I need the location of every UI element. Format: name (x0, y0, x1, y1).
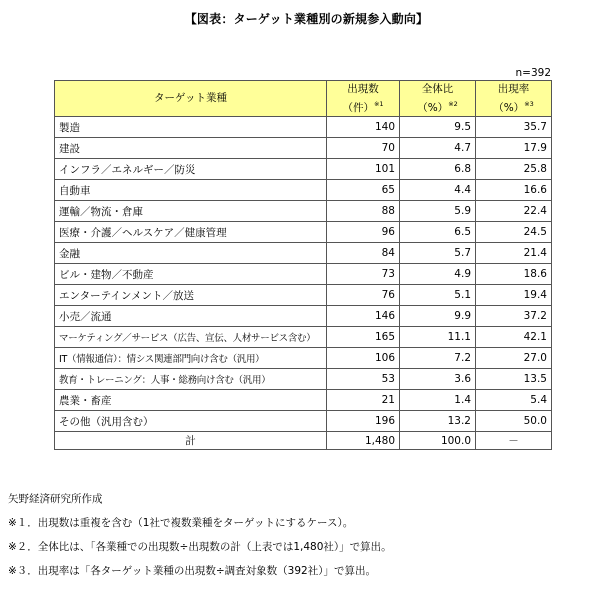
table-row (55, 390, 552, 411)
row-rate: 21.4 (476, 243, 552, 264)
table-row (55, 411, 552, 432)
row-count: 96 (327, 222, 400, 243)
source-note: 矢野経済研究所作成 (8, 493, 103, 505)
row-share: 4.7 (400, 138, 476, 159)
row-industry: 建設 (55, 138, 327, 159)
row-share: 1.4 (400, 390, 476, 411)
row-count: 101 (327, 159, 400, 180)
row-count: 76 (327, 285, 400, 306)
row-rate: 42.1 (476, 327, 552, 348)
row-industry: 製造 (55, 117, 327, 138)
row-industry: インフラ／エネルギー／防災 (55, 159, 327, 180)
row-industry: エンターテインメント／放送 (55, 285, 327, 306)
row-rate: 16.6 (476, 180, 552, 201)
row-industry: 金融 (55, 243, 327, 264)
row-rate: 50.0 (476, 411, 552, 432)
table-row (55, 369, 552, 390)
table-row (55, 201, 552, 222)
row-share: 5.1 (400, 285, 476, 306)
row-share: 6.5 (400, 222, 476, 243)
row-industry: 自動車 (55, 180, 327, 201)
header-rate-line2: （%） (493, 101, 525, 114)
total-count: 1,480 (327, 432, 400, 450)
row-rate: 19.4 (476, 285, 552, 306)
row-industry: 教育・トレーニング：人事・総務向け含む（汎用） (55, 369, 327, 390)
row-share: 3.6 (400, 369, 476, 390)
table-row (55, 348, 552, 369)
header-count (327, 81, 400, 117)
row-count: 88 (327, 201, 400, 222)
row-count: 165 (327, 327, 400, 348)
row-rate: 18.6 (476, 264, 552, 285)
row-rate: 27.0 (476, 348, 552, 369)
row-share: 11.1 (400, 327, 476, 348)
row-industry: 医療・介護／ヘルスケア／健康管理 (55, 222, 327, 243)
header-count-mark: ※1 (373, 99, 384, 108)
row-share: 7.2 (400, 348, 476, 369)
table-row (55, 264, 552, 285)
row-industry: 農業・畜産 (55, 390, 327, 411)
row-share: 9.5 (400, 117, 476, 138)
row-rate: 24.5 (476, 222, 552, 243)
table-row (55, 243, 552, 264)
row-share: 13.2 (400, 411, 476, 432)
row-count: 70 (327, 138, 400, 159)
row-industry: その他（汎用含む） (55, 411, 327, 432)
header-share-mark: ※2 (448, 99, 458, 108)
row-rate: 5.4 (476, 390, 552, 411)
figure-title: 【図表：ターゲット業種別の新規参入動向】 (184, 12, 429, 26)
table-row (55, 180, 552, 201)
table-row (55, 117, 552, 138)
row-rate: 17.9 (476, 138, 552, 159)
footnote-2: ※２．全体比は、「各業種での出現数÷出現数の計（上表では1,480社）」で算出。 (8, 541, 392, 553)
row-share: 4.9 (400, 264, 476, 285)
header-share-line1: 全体比 (421, 82, 454, 95)
row-count: 53 (327, 369, 400, 390)
table-total-row (55, 432, 552, 450)
table-row (55, 159, 552, 180)
total-rate: － (476, 432, 552, 450)
header-count-line2: （件） (342, 101, 374, 114)
header-rate-mark: ※3 (524, 99, 534, 108)
row-share: 4.4 (400, 180, 476, 201)
table-row (55, 285, 552, 306)
row-rate: 22.4 (476, 201, 552, 222)
row-rate: 35.7 (476, 117, 552, 138)
row-industry: IT（情報通信）：情シス関連部門向け含む（汎用） (55, 348, 327, 369)
footnote-1: ※１．出現数は重複を含む（1社で複数業種をターゲットにするケース）。 (8, 517, 354, 529)
header-rate-line1: 出現率 (497, 82, 530, 95)
footnote-3: ※３．出現率は「各ターゲット業種の出現数÷調査対象数（392社）」で算出。 (8, 565, 376, 577)
row-count: 106 (327, 348, 400, 369)
table-row (55, 222, 552, 243)
table-row (55, 306, 552, 327)
header-count-line1: 出現数 (347, 82, 379, 95)
table-row (55, 138, 552, 159)
row-industry: 運輸／物流・倉庫 (55, 201, 327, 222)
row-count: 84 (327, 243, 400, 264)
footnotes (8, 487, 392, 583)
row-share: 6.8 (400, 159, 476, 180)
total-share: 100.0 (400, 432, 476, 450)
row-share: 5.7 (400, 243, 476, 264)
row-rate: 13.5 (476, 369, 552, 390)
sample-size-label: n=392 (515, 67, 551, 79)
row-count: 65 (327, 180, 400, 201)
row-rate: 37.2 (476, 306, 552, 327)
industry-table (54, 80, 552, 450)
header-share (400, 81, 476, 117)
row-count: 196 (327, 411, 400, 432)
row-share: 9.9 (400, 306, 476, 327)
row-rate: 25.8 (476, 159, 552, 180)
row-count: 73 (327, 264, 400, 285)
row-count: 21 (327, 390, 400, 411)
row-industry: 小売／流通 (55, 306, 327, 327)
table-header-row (55, 81, 552, 117)
row-count: 146 (327, 306, 400, 327)
header-industry: ターゲット業種 (55, 81, 327, 117)
header-rate (476, 81, 552, 117)
row-industry: マーケティング／サービス（広告、宣伝、人材サービス含む） (55, 327, 327, 348)
table-row (55, 327, 552, 348)
header-share-line2: （%） (417, 101, 449, 114)
row-industry: ビル・建物／不動産 (55, 264, 327, 285)
total-label: 計 (55, 432, 327, 450)
row-count: 140 (327, 117, 400, 138)
row-share: 5.9 (400, 201, 476, 222)
